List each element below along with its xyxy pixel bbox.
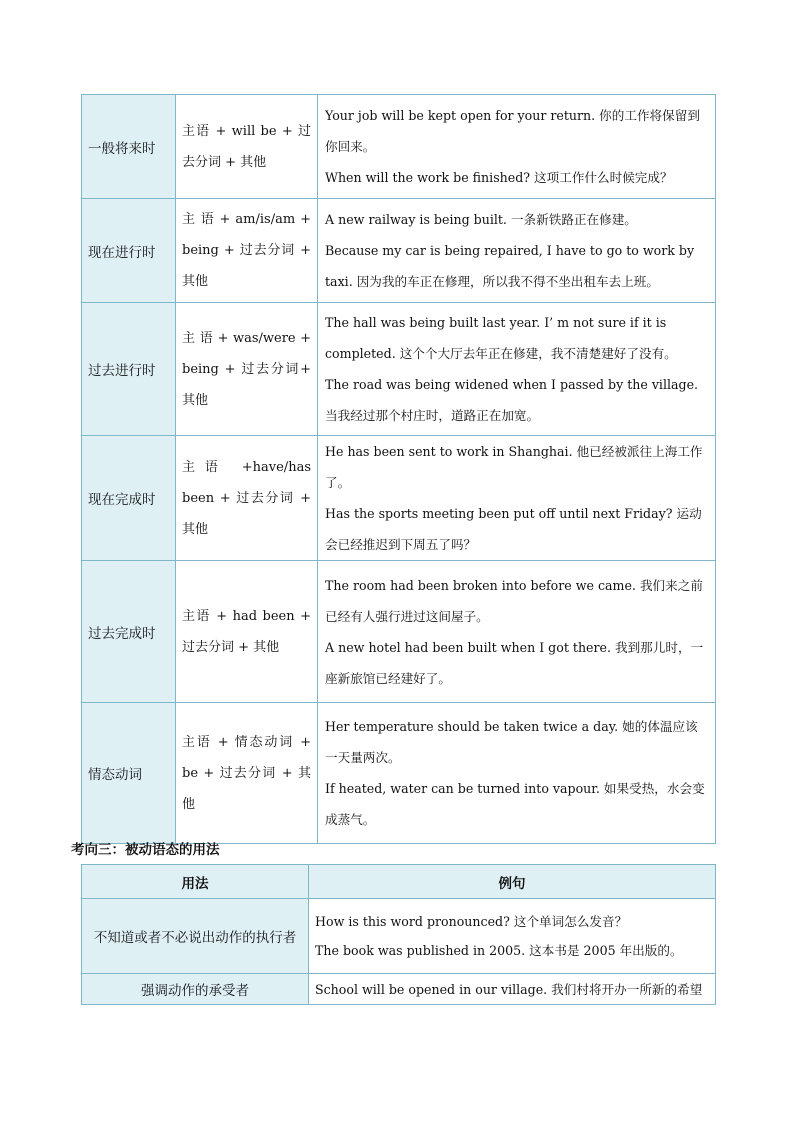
table-row: [82, 95, 716, 199]
example-cell: [318, 95, 716, 199]
table-row: [82, 703, 716, 844]
example-cell: [318, 561, 716, 703]
usage-cell: 不知道或者不必说出动作的执行者: [82, 899, 309, 974]
example-sentence: He has been sent to work in Shanghai. 他已经被派往上海工作了。: [325, 444, 703, 490]
example-sentence: Because my car is being repaired, I have to go to work by taxi. 因为我的车正在修理，所以我不得不坐出租车去上班。: [325, 243, 695, 289]
table-row: [82, 303, 716, 436]
example-cell: [318, 703, 716, 844]
table-row: [82, 436, 716, 561]
section-heading: 考向三：被动语态的用法: [71, 842, 220, 858]
example-sentence: The room had been broken into before we came. 我们来之前已经有人强行进过这间屋子。: [325, 577, 703, 624]
example-cell: [318, 199, 716, 303]
example-cell: [318, 436, 716, 561]
column-header-example: 例句: [309, 865, 716, 899]
example-sentence: A new railway is being built. 一条新铁路正在修建。: [325, 212, 637, 227]
tense-cell: 情态动词: [82, 703, 176, 844]
form-cell: 主 语 + was/were + being + 过去分词+ 其他: [176, 303, 318, 436]
form-cell: 主语 + had been + 过去分词 + 其他: [176, 561, 318, 703]
example-sentence: The book was published in 2005. 这本书是 2005 年出版的。: [315, 943, 683, 958]
example-sentence: The hall was being built last year. I’ m not sure if it is completed. 这个个大厅去年正在修建，我不清楚建好了没有。: [325, 315, 677, 361]
usage-cell: 强调动作的承受者: [82, 974, 309, 1005]
form-cell: 主语 + will be + 过去分词 + 其他: [176, 95, 318, 199]
form-cell: 主 语 + am/is/am + being + 过去分词 + 其他: [176, 199, 318, 303]
tense-cell: 一般将来时: [82, 95, 176, 199]
passive-tense-table: [81, 94, 716, 844]
tense-cell: 现在完成时: [82, 436, 176, 561]
example-sentence: If heated, water can be turned into vapour. 如果受热，水会变成蒸气。: [325, 781, 705, 827]
tense-cell: 现在进行时: [82, 199, 176, 303]
example-sentence: Your job will be kept open for your return. 你的工作将保留到你回来。: [325, 108, 700, 154]
table-row: [82, 974, 716, 1005]
example-cell: [318, 303, 716, 436]
table-row: [82, 561, 716, 703]
table-row: [82, 899, 716, 974]
example-sentence: Her temperature should be taken twice a day. 她的体温应该一天量两次。: [325, 719, 698, 765]
example-cell: [309, 974, 716, 1005]
example-sentence: Has the sports meeting been put off until next Friday? 运动会已经推迟到下周五了吗？: [325, 506, 702, 552]
column-header-usage: 用法: [82, 865, 309, 899]
example-sentence: The road was being widened when I passed by the village. 当我经过那个村庄时，道路正在加宽。: [325, 377, 699, 423]
passive-usage-table: [81, 864, 716, 1005]
example-cell: [309, 899, 716, 974]
example-sentence: How is this word pronounced? 这个单词怎么发音？: [315, 914, 628, 929]
tense-cell: 过去完成时: [82, 561, 176, 703]
example-sentence: School will be opened in our village. 我们村将开办一所新的希望: [315, 981, 703, 997]
example-sentence: When will the work be finished? 这项工作什么时候完成？: [325, 170, 673, 185]
example-sentence: A new hotel had been built when I got there. 我到那儿时，一座新旅馆已经建好了。: [325, 639, 704, 686]
table-header-row: [82, 865, 716, 899]
form-cell: 主语 +have/has been + 过去分词 + 其他: [176, 436, 318, 561]
table-row: [82, 199, 716, 303]
tense-cell: 过去进行时: [82, 303, 176, 436]
form-cell: 主语 + 情态动词 + be + 过去分词 + 其他: [176, 703, 318, 844]
